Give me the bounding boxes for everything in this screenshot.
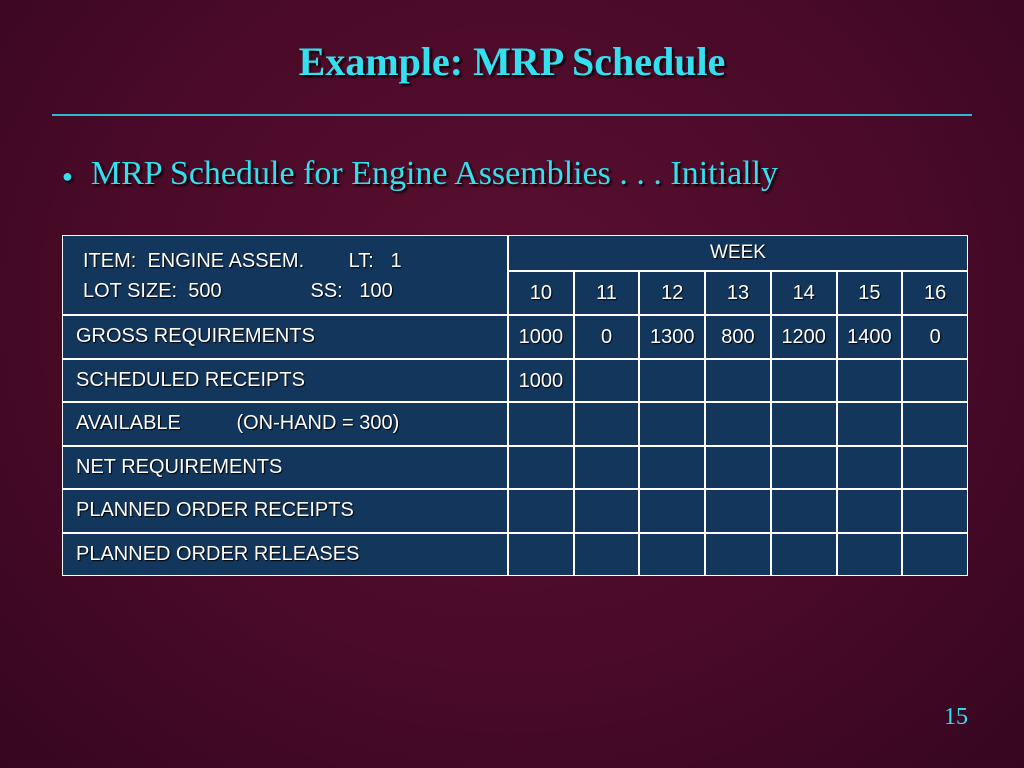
schedule-value-cell: [902, 402, 968, 446]
schedule-value-cell: [837, 533, 903, 577]
mrp-schedule-table: [62, 235, 968, 576]
row-label: PLANNED ORDER RELEASES: [62, 533, 508, 577]
schedule-value-cell: 0: [902, 315, 968, 359]
page-number: 15: [944, 704, 968, 730]
schedule-value-cell: [902, 489, 968, 533]
schedule-value-cell: [705, 489, 771, 533]
schedule-value-cell: [574, 489, 640, 533]
slide-title: Example: MRP Schedule: [298, 39, 726, 84]
item-header-line1: ITEM: ENGINE ASSEM. LT: 1: [83, 250, 402, 272]
item-header-line2: LOT SIZE: 500 SS: 100: [83, 280, 393, 302]
item-header-cell: [62, 235, 508, 315]
row-label: GROSS REQUIREMENTS: [62, 315, 508, 359]
schedule-value-cell: [639, 402, 705, 446]
schedule-value-cell: [771, 446, 837, 490]
schedule-value-cell: [508, 533, 574, 577]
row-label: SCHEDULED RECEIPTS: [62, 359, 508, 403]
schedule-value-cell: 1000: [508, 359, 574, 403]
schedule-value-cell: [837, 402, 903, 446]
schedule-value-cell: [705, 359, 771, 403]
schedule-value-cell: [574, 533, 640, 577]
schedule-value-cell: 1000: [508, 315, 574, 359]
week-header-cell: WEEK: [508, 235, 968, 271]
row-label: AVAILABLE (ON-HAND = 300): [62, 402, 508, 446]
schedule-value-cell: [771, 402, 837, 446]
week-number-cell: 12: [639, 271, 705, 315]
row-label: NET REQUIREMENTS: [62, 446, 508, 490]
schedule-value-cell: [639, 533, 705, 577]
week-number-cell: 10: [508, 271, 574, 315]
schedule-value-cell: [574, 446, 640, 490]
schedule-value-cell: [639, 359, 705, 403]
schedule-value-cell: [508, 402, 574, 446]
schedule-value-cell: [705, 446, 771, 490]
week-number-cell: 15: [837, 271, 903, 315]
title-divider: [52, 114, 972, 116]
bullet-text: MRP Schedule for Engine Assemblies . . . Initially: [90, 155, 779, 192]
week-number-cell: 13: [705, 271, 771, 315]
schedule-value-cell: [771, 489, 837, 533]
schedule-value-cell: [771, 533, 837, 577]
schedule-value-cell: 1200: [771, 315, 837, 359]
schedule-value-cell: 1400: [837, 315, 903, 359]
schedule-value-cell: [639, 489, 705, 533]
week-number-cell: 16: [902, 271, 968, 315]
schedule-value-cell: 1300: [639, 315, 705, 359]
schedule-value-cell: [902, 446, 968, 490]
schedule-value-cell: [574, 359, 640, 403]
schedule-value-cell: 800: [705, 315, 771, 359]
schedule-value-cell: [837, 359, 903, 403]
bullet-item: [62, 155, 778, 193]
schedule-value-cell: [508, 489, 574, 533]
schedule-value-cell: [574, 402, 640, 446]
schedule-value-cell: [837, 489, 903, 533]
schedule-value-cell: [837, 446, 903, 490]
schedule-value-cell: 0: [574, 315, 640, 359]
schedule-value-cell: [639, 446, 705, 490]
schedule-value-cell: [705, 402, 771, 446]
schedule-value-cell: [508, 446, 574, 490]
schedule-value-cell: [902, 533, 968, 577]
week-number-cell: 11: [574, 271, 640, 315]
schedule-value-cell: [771, 359, 837, 403]
schedule-value-cell: [705, 533, 771, 577]
bullet-dot-icon: ●: [62, 165, 73, 186]
schedule-value-cell: [902, 359, 968, 403]
week-number-cell: 14: [771, 271, 837, 315]
row-label: PLANNED ORDER RECEIPTS: [62, 489, 508, 533]
